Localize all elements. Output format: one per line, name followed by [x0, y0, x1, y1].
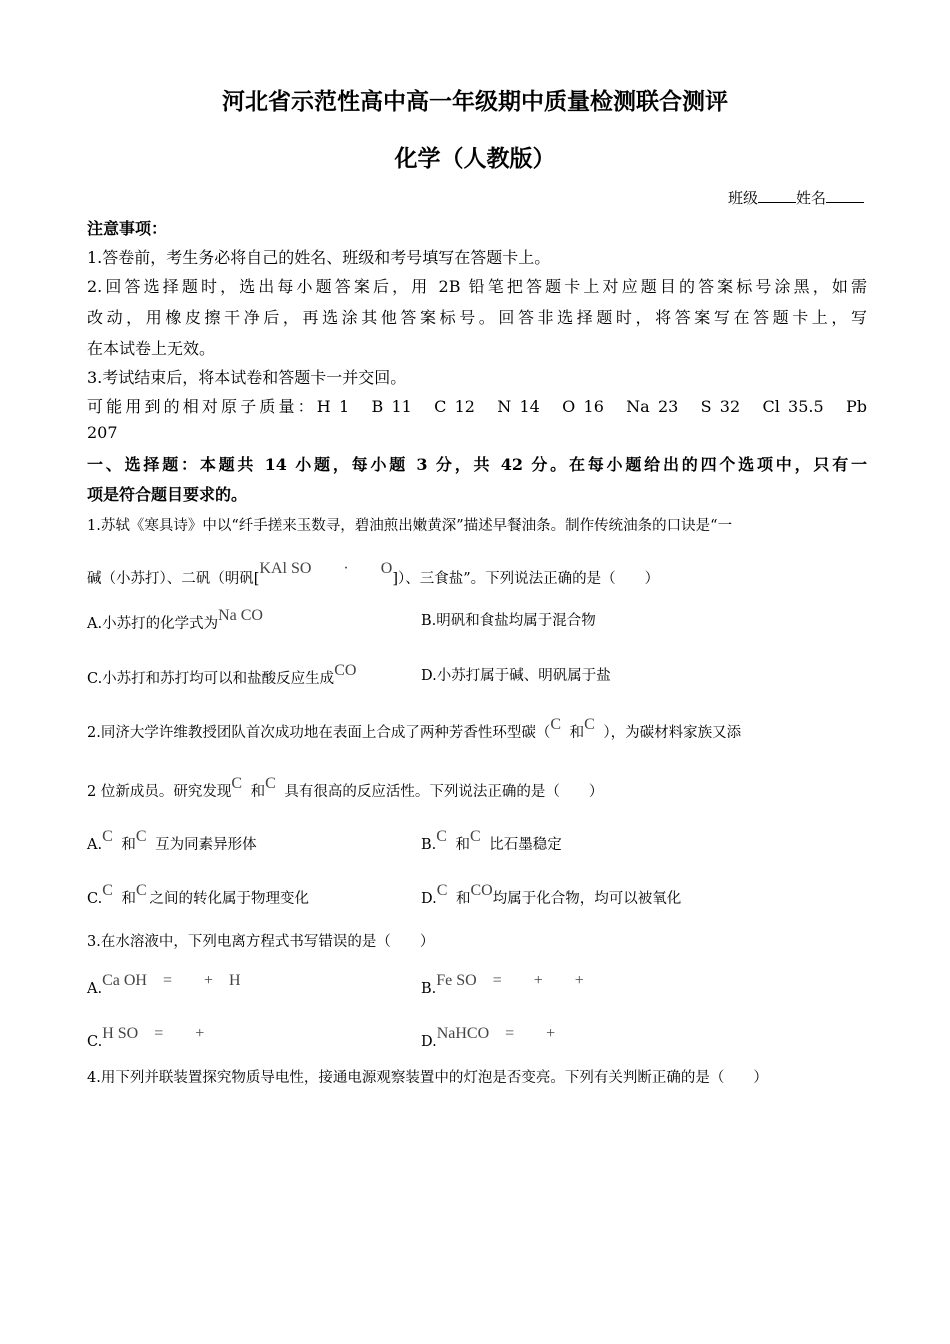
q2-option-b-post: 比石墨稳定: [489, 837, 562, 853]
q2-option-b-mid: 和: [455, 837, 471, 853]
q2-option-a-label: A.: [87, 837, 103, 853]
q2-stem-line2: [87, 775, 867, 803]
section-1-heading-line1: 一、选择题：本题共 14 小题，每小题 3 分，共 42 分。在每小题给出的四个选项中，只有一: [87, 455, 867, 474]
q2-stem-line2-pre: 2 位新成员。研究发现: [87, 784, 232, 800]
q2-option-d-formula-1: C: [436, 882, 448, 899]
notice-item-1: 1.答卷前，考生务必将自己的姓名、班级和考号填写在答题卡上。: [87, 248, 551, 267]
q2-option-c-post: 之间的转化属于物理变化: [149, 891, 309, 907]
q2-formula-c-b: C: [584, 716, 595, 733]
q1-option-c-formula: CO: [334, 662, 357, 679]
q1-option-a-text: A.小苏打的化学式为: [87, 616, 219, 632]
q3-stem: 3.在水溶液中，下列电离方程式书写错误的是（ ）: [87, 934, 435, 950]
q2-option-c-mid: 和: [121, 891, 136, 907]
q1-option-d[interactable]: D.小苏打属于碱、明矾属于盐: [421, 668, 611, 684]
name-blank[interactable]: [826, 187, 864, 203]
class-name-fields: [728, 187, 864, 208]
q2-option-d-formula-2: CO: [470, 882, 493, 899]
q1-option-b[interactable]: B.明矾和食盐均属于混合物: [421, 613, 596, 629]
q2-formula-c-a: C: [550, 716, 562, 733]
q2-option-b-formula-1: C: [436, 828, 447, 845]
q1-stem-line2-post: ]）、三食盐”。下列说法正确的是（ ）: [392, 571, 660, 587]
q3-option-b-formula: Fe SO = + +: [436, 972, 584, 989]
q2-stem-line1-post: ），为碳材料家族又添: [603, 725, 742, 741]
q2-option-c-label: C.: [87, 891, 103, 907]
q4-stem: 4.用下列并联装置探究物质导电性，接通电源观察装置中的灯泡是否变亮。下列有关判断正确的是（ ）: [87, 1070, 768, 1086]
name-label: 姓名: [795, 189, 826, 207]
q3-option-a-formula: Ca OH = + H: [102, 972, 241, 989]
notice-heading: 注意事项：: [87, 219, 168, 238]
alum-formula: KAl SO · O: [259, 560, 393, 577]
q2-option-d-post: 均属于化合物，均可以被氧化: [492, 891, 682, 907]
q2-stem-line1-pre: 2.同济大学许维教授团队首次成功地在表面上合成了两种芳香性环型碳（: [87, 725, 551, 741]
atomic-masses-line1: 可能用到的相对原子质量：H 1 B 11 C 12 N 14 O 16 Na 23 S 32 Cl 35.5 Pb: [87, 397, 867, 416]
q1-stem-line1: 1.苏轼《寒具诗》中以“纤手搓来玉数寻，碧油煎出嫩黄深”描述早餐油条。制作传统油条的口诀是“一: [87, 518, 733, 534]
q1-stem-line2: [87, 555, 867, 588]
q2-option-c-formula-2: C: [135, 882, 147, 899]
exam-subtitle: 化学（人教版）: [394, 145, 556, 172]
section-1-heading-line2: 项是符合题目要求的。: [87, 485, 248, 504]
q2-formula-c-c: C: [231, 775, 243, 792]
q2-option-d-mid: 和: [455, 891, 471, 907]
notice-item-2-line2: 改动，用橡皮擦干净后，再选涂其他答案标号。回答非选择题时，将答案写在答题卡上，写: [87, 308, 867, 327]
q2-option-a-mid: 和: [121, 837, 136, 853]
q1-option-a-formula: Na CO: [218, 607, 263, 624]
class-label: 班级: [727, 189, 758, 207]
q2-stem-line1-mid: 和: [569, 725, 585, 741]
q2-option-c[interactable]: [87, 882, 407, 910]
q2-option-a-formula-2: C: [135, 828, 147, 845]
q1-option-a[interactable]: [87, 607, 407, 633]
q3-option-c-label: C.: [87, 1034, 103, 1050]
notice-item-3: 3.考试结束后，将本试卷和答题卡一并交回。: [87, 368, 407, 387]
q3-option-d-label: D.: [421, 1034, 437, 1050]
q2-option-b-formula-2: C: [470, 828, 481, 845]
q2-stem-line2-post: 具有很高的反应活性。下列说法正确的是（ ）: [284, 784, 604, 800]
q2-option-b-label: B.: [421, 837, 437, 853]
q2-formula-c-d: C: [265, 775, 276, 792]
q1-option-c[interactable]: [87, 662, 417, 688]
q2-option-d-label: D.: [421, 891, 437, 907]
q2-option-a-post: 互为同素异形体: [155, 837, 257, 853]
q3-option-b[interactable]: [421, 967, 584, 997]
q2-option-b[interactable]: [421, 828, 562, 856]
q2-option-a-formula-1: C: [102, 828, 113, 845]
q3-option-a-label: A.: [87, 981, 103, 997]
q1-stem-line2-pre: 碱（小苏打）、二矾（明矾[: [87, 571, 260, 587]
q1-option-c-text: C.小苏打和苏打均可以和盐酸反应生成: [87, 671, 335, 687]
q3-option-c-formula: H SO = +: [102, 1025, 205, 1042]
exam-title: 河北省示范性高中高一年级期中质量检测联合测评: [222, 88, 728, 115]
q3-option-b-label: B.: [421, 981, 437, 997]
q2-option-a[interactable]: [87, 828, 407, 856]
class-blank[interactable]: [758, 187, 796, 203]
q2-option-c-formula-1: C: [102, 882, 113, 899]
q3-option-d[interactable]: [421, 1020, 555, 1050]
notice-item-2-line3: 在本试卷上无效。: [87, 339, 216, 358]
q3-option-d-formula: NaHCO = +: [436, 1025, 556, 1042]
q2-stem-line1: [87, 716, 867, 744]
q2-stem-line2-mid: 和: [250, 784, 266, 800]
q3-option-a[interactable]: [87, 967, 407, 997]
notice-item-2-line1: 2.回答选择题时，选出每小题答案后，用 2B 铅笔把答题卡上对应题目的答案标号涂黑，如需: [87, 277, 867, 296]
atomic-masses-line2: 207: [87, 423, 118, 442]
q2-option-d[interactable]: [421, 882, 681, 910]
q3-option-c[interactable]: [87, 1020, 407, 1050]
